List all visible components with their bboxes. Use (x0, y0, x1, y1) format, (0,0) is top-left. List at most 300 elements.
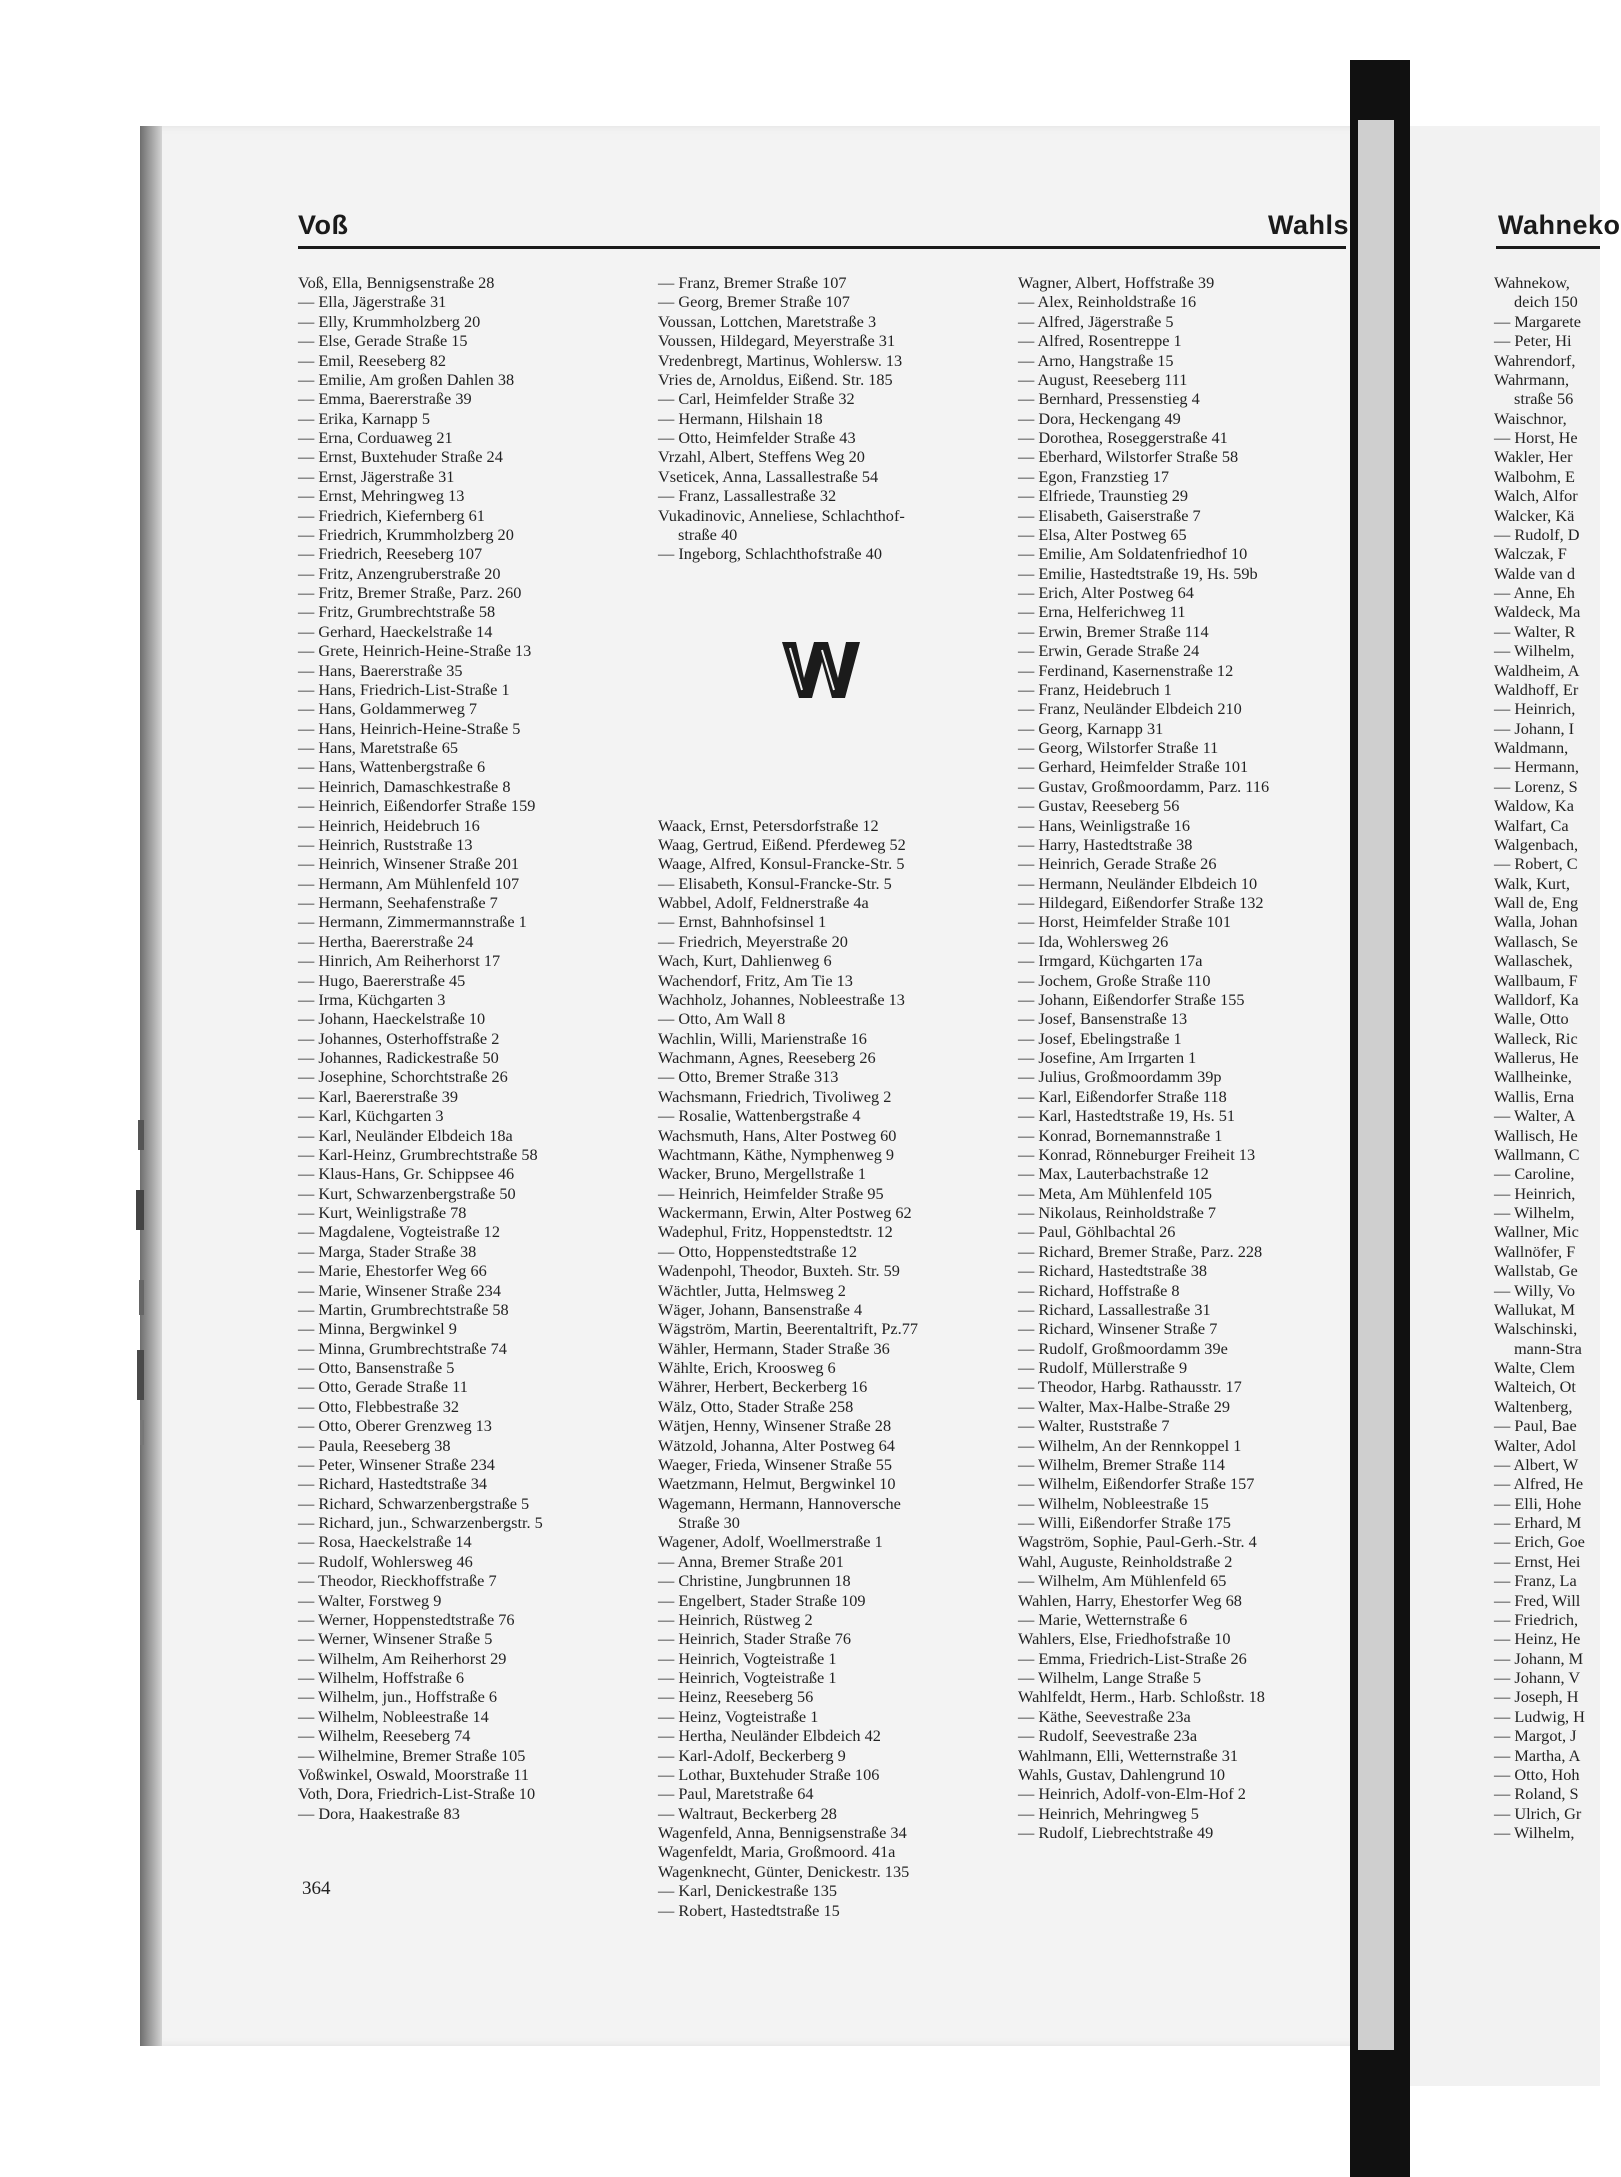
directory-entry: — Heinrich, Damaschkestraße 8 (298, 776, 511, 796)
directory-entry: — Heinrich, Eißendorfer Straße 159 (298, 796, 536, 816)
directory-entry: Wallheinke, (1494, 1067, 1572, 1087)
directory-entry: — Heinrich, Vogteistraße 1 (658, 1668, 837, 1688)
directory-entry: — Hugo, Baererstraße 45 (298, 970, 466, 990)
directory-entry: Wahrmann, (1494, 369, 1570, 389)
directory-column-2 (658, 273, 998, 1920)
directory-entry: Wall de, Eng (1494, 893, 1579, 912)
directory-entry: — Hans, Maretstraße 65 (298, 738, 459, 757)
directory-entry: — Karl, Baererstraße 39 (298, 1086, 459, 1106)
directory-entry: — Werner, Hoppenstedtstraße 76 (298, 1609, 515, 1629)
directory-entry: — Erwin, Bremer Straße 114 (1018, 621, 1209, 641)
directory-entry: — Heinrich, Rüstweg 2 (658, 1609, 813, 1629)
directory-entry: — Johann, Eißendorfer Straße 155 (1018, 989, 1245, 1009)
directory-entry: Wahnekow, (1494, 273, 1570, 292)
directory-entry: — Franz, La (1494, 1571, 1577, 1591)
directory-entry: — Wilhelm, Hoffstraße 6 (298, 1668, 465, 1687)
directory-entry: — Hermann, (1494, 757, 1579, 777)
directory-entry: — Richard, Hastedtstraße 38 (1018, 1261, 1207, 1281)
directory-entry: — Josef, Ebelingstraße 1 (1018, 1028, 1182, 1048)
directory-entry: Wagenknecht, Günter, Denickestr. 135 (658, 1861, 910, 1881)
directory-entry: — Paul, Göhlbachtal 26 (1018, 1222, 1176, 1242)
directory-entry: — Alfred, Jägerstraße 5 (1018, 311, 1174, 331)
directory-entry: — Georg, Bremer Straße 107 (658, 292, 850, 312)
directory-entry: — Alex, Reinholdstraße 16 (1018, 292, 1197, 312)
directory-entry: — Josefine, Am Irrgarten 1 (1018, 1048, 1197, 1067)
directory-entry: — Wilhelm, Nobleestraße 14 (298, 1706, 489, 1726)
margin-marks (118, 1100, 148, 1460)
directory-entry: — Ulrich, Gr (1494, 1803, 1582, 1823)
directory-entry: Walldorf, Ka (1494, 989, 1579, 1009)
directory-entry: — Otto, Gerade Straße 11 (298, 1377, 468, 1397)
directory-entry: — Wilhelm, (1494, 641, 1575, 661)
directory-entry: — Walter, R (1494, 621, 1576, 641)
directory-entry: — Franz, Bremer Straße 107 (658, 273, 847, 292)
directory-entry: Wadenpohl, Theodor, Buxteh. Str. 59 (658, 1261, 900, 1281)
directory-entry: mann-Stra (1514, 1338, 1582, 1358)
directory-entry: — Klaus-Hans, Gr. Schippsee 46 (298, 1164, 515, 1184)
directory-entry: Walte, Clem (1494, 1358, 1575, 1377)
directory-entry: — Anne, Eh (1494, 583, 1575, 602)
directory-entry: Voussan, Lottchen, Maretstraße 3 (658, 311, 877, 331)
directory-entry: — Fritz, Grumbrechtstraße 58 (298, 602, 496, 622)
directory-entry: — Marie, Ehestorfer Weg 66 (298, 1261, 487, 1281)
directory-entry: — Elisabeth, Gaiserstraße 7 (1018, 505, 1201, 525)
directory-entry: Wahls, Gustav, Dahlengrund 10 (1018, 1764, 1225, 1784)
directory-entry: — Nikolaus, Reinholdstraße 7 (1018, 1203, 1217, 1222)
directory-entry: — Heinrich, Gerade Straße 26 (1018, 854, 1217, 874)
directory-entry: Wakler, Her (1494, 447, 1573, 467)
directory-entry: — Emilie, Am großen Dahlen 38 (298, 369, 515, 389)
directory-entry: — Rudolf, Seevestraße 23a (1018, 1726, 1198, 1746)
directory-entry: Wallasch, Se (1494, 931, 1578, 951)
directory-entry: Walle, Otto (1494, 1009, 1569, 1029)
directory-entry: — Heinrich, (1494, 699, 1576, 719)
directory-entry: Walde van d (1494, 563, 1575, 583)
directory-entry: — Johann, V (1494, 1668, 1581, 1687)
directory-column-3 (1018, 273, 1348, 1842)
directory-entry: — Heinz, Vogteistraße 1 (658, 1706, 819, 1726)
directory-entry: — Wilhelm, Eißendorfer Straße 157 (1018, 1474, 1255, 1494)
directory-entry: — Hertha, Baererstraße 24 (298, 931, 474, 951)
directory-entry: — Martha, A (1494, 1745, 1581, 1765)
directory-entry: — Kurt, Weinligstraße 78 (298, 1203, 467, 1222)
directory-entry: — Hermann, Seehafenstraße 7 (298, 893, 498, 912)
directory-entry: — Wilhelm, Am Reiherhorst 29 (298, 1648, 507, 1668)
directory-entry: Waag, Gertrud, Eißend. Pferdeweg 52 (658, 834, 906, 854)
directory-entry: — Hinrich, Am Reiherhorst 17 (298, 951, 501, 971)
directory-entry: — Karl, Eißendorfer Straße 118 (1018, 1086, 1227, 1106)
directory-entry: — Meta, Am Mühlenfeld 105 (1018, 1183, 1212, 1203)
directory-entry: — Erna, Helferichweg 11 (1018, 602, 1186, 622)
directory-entry: — Ernst, Bahnhofsinsel 1 (658, 912, 827, 932)
directory-entry: — Rudolf, D (1494, 524, 1580, 544)
directory-entry: Wallis, Erna (1494, 1086, 1575, 1106)
directory-entry: — Lorenz, S (1494, 776, 1578, 796)
directory-entry: — Konrad, Rönneburger Freiheit 13 (1018, 1144, 1256, 1164)
directory-entry: — Irmgard, Küchgarten 17a (1018, 951, 1203, 971)
directory-entry: — Richard, Lassallestraße 31 (1018, 1299, 1211, 1319)
directory-entry: — Irma, Küchgarten 3 (298, 989, 446, 1009)
directory-entry: Wach, Kurt, Dahlienweg 6 (658, 951, 832, 971)
directory-entry: Wallisch, He (1494, 1125, 1578, 1145)
directory-entry: Wagemann, Hermann, Hannoversche (658, 1493, 901, 1513)
directory-entry: — Elly, Krummholzberg 20 (298, 311, 481, 331)
directory-entry: — Erwin, Gerade Straße 24 (1018, 641, 1200, 661)
page-header-right: Wahls (1268, 210, 1350, 240)
directory-entry: Walfart, Ca (1494, 815, 1569, 835)
directory-entry: — Ernst, Mehringweg 13 (298, 486, 465, 506)
directory-entry: Wallnöfer, F (1494, 1241, 1576, 1261)
directory-entry: — Hermann, Neuländer Elbdeich 10 (1018, 873, 1258, 893)
directory-entry: — Bernhard, Pressenstieg 4 (1018, 389, 1200, 409)
directory-entry: — Ernst, Buxtehuder Straße 24 (298, 447, 503, 467)
directory-entry: Walter, Adol (1494, 1435, 1577, 1455)
directory-entry: — Julius, Großmoordamm 39p (1018, 1067, 1222, 1087)
directory-entry: — Minna, Grumbrechtstraße 74 (298, 1338, 507, 1358)
directory-entry: Wätzold, Johanna, Alter Postweg 64 (658, 1435, 895, 1455)
directory-entry: — Elfriede, Traunstieg 29 (1018, 486, 1189, 506)
directory-entry: — Heinrich, Winsener Straße 201 (298, 854, 520, 874)
directory-entry: — Heinrich, Heidebruch 16 (298, 815, 480, 835)
directory-entry: — Peter, Winsener Straße 234 (298, 1454, 495, 1474)
directory-entry: — Franz, Lassallestraße 32 (658, 486, 837, 506)
directory-entry: — Hermann, Hilshain 18 (658, 408, 823, 428)
directory-entry: — Elisabeth, Konsul-Francke-Str. 5 (658, 873, 892, 893)
directory-entry: — Theodor, Rieckhoffstraße 7 (298, 1571, 497, 1591)
directory-entry: — Karl, Hastedtstraße 19, Hs. 51 (1018, 1106, 1236, 1126)
directory-entry: — Willy, Vo (1494, 1280, 1576, 1300)
directory-entry: — Horst, He (1494, 428, 1578, 447)
directory-entry: — Marie, Winsener Straße 234 (298, 1280, 501, 1300)
directory-entry: — Richard, Schwarzenbergstraße 5 (298, 1493, 530, 1513)
directory-entry: — Walter, A (1494, 1106, 1576, 1126)
directory-entry: Waldhoff, Er (1494, 679, 1579, 699)
directory-entry: — Emilie, Hastedtstraße 19, Hs. 59b (1018, 563, 1258, 583)
directory-entry: Wälz, Otto, Stader Straße 258 (658, 1396, 854, 1416)
directory-entry: — Dora, Heckengang 49 (1018, 408, 1181, 428)
directory-entry: Wallner, Mic (1494, 1222, 1579, 1242)
directory-entry: Wahl, Auguste, Reinholdstraße 2 (1018, 1551, 1233, 1571)
directory-entry: — Friedrich, (1494, 1609, 1579, 1629)
directory-entry: — Heinrich, Adolf-von-Elm-Hof 2 (1018, 1784, 1246, 1804)
directory-column-next-page (1494, 273, 1604, 1842)
directory-entry: — Carl, Heimfelder Straße 32 (658, 389, 855, 409)
directory-entry: — Rosalie, Wattenbergstraße 4 (658, 1106, 861, 1126)
page-number: 364 (302, 1878, 331, 1899)
directory-entry: Walschinski, (1494, 1319, 1578, 1339)
directory-entry: — Robert, C (1494, 854, 1578, 874)
directory-entry: — Emil, Reeseberg 82 (298, 350, 447, 370)
next-page-header: Wahneko (1498, 210, 1621, 240)
directory-entry: Waack, Ernst, Petersdorfstraße 12 (658, 815, 879, 835)
directory-entry: — Franz, Heidebruch 1 (1018, 679, 1172, 699)
directory-entry: — Erna, Corduaweg 21 (298, 428, 453, 447)
directory-entry: — Fritz, Anzengruberstraße 20 (298, 563, 501, 583)
directory-entry: Walczak, F (1494, 544, 1567, 564)
directory-entry: Wachlin, Willi, Marienstraße 16 (658, 1028, 867, 1048)
directory-entry: Wallstab, Ge (1494, 1261, 1578, 1281)
directory-entry: — Wilhelm, Bremer Straße 114 (1018, 1454, 1225, 1474)
directory-entry: Waldmann, (1494, 738, 1569, 757)
directory-entry: — Richard, Hastedtstraße 34 (298, 1474, 487, 1494)
directory-entry: Voussen, Hildegard, Meyerstraße 31 (658, 331, 896, 351)
directory-entry: — Erhard, M (1494, 1513, 1582, 1532)
directory-entry: — Peter, Hi (1494, 331, 1572, 351)
directory-entry: — Josephine, Schorchtstraße 26 (298, 1067, 508, 1087)
directory-entry: — Alfred, He (1494, 1474, 1584, 1494)
directory-entry: — Emma, Friedrich-List-Straße 26 (1018, 1648, 1247, 1668)
directory-entry: — Walter, Max-Halbe-Straße 29 (1018, 1396, 1231, 1416)
directory-entry: Waldow, Ka (1494, 796, 1574, 816)
directory-entry: — Joseph, H (1494, 1687, 1579, 1707)
directory-entry: — Waltraut, Beckerberg 28 (658, 1803, 837, 1823)
directory-entry: — Albert, W (1494, 1454, 1579, 1474)
directory-entry: — Horst, Heimfelder Straße 101 (1018, 912, 1231, 932)
directory-entry: — Erika, Karnapp 5 (298, 408, 431, 428)
directory-entry: — Paul, Maretstraße 64 (658, 1784, 814, 1804)
directory-entry: — Friedrich, Meyerstraße 20 (658, 931, 848, 951)
directory-entry: — Gustav, Reeseberg 56 (1018, 796, 1180, 816)
directory-entry: — Caroline, (1494, 1164, 1575, 1184)
directory-entry: Waeger, Frieda, Winsener Straße 55 (658, 1454, 892, 1474)
directory-entry: — Willi, Eißendorfer Straße 175 (1018, 1513, 1231, 1532)
directory-entry: — Karl, Küchgarten 3 (298, 1106, 444, 1126)
directory-entry: Walla, Johan (1494, 912, 1578, 932)
directory-entry: — Ferdinand, Kasernenstraße 12 (1018, 660, 1234, 680)
directory-entry: — Else, Gerade Straße 15 (298, 331, 468, 351)
directory-entry: Waage, Alfred, Konsul-Francke-Str. 5 (658, 854, 905, 874)
directory-entry: — Johannes, Osterhoffstraße 2 (298, 1028, 500, 1048)
directory-entry: — Otto, Heimfelder Straße 43 (658, 428, 856, 447)
directory-entry: — Engelbert, Stader Straße 109 (658, 1590, 866, 1610)
directory-entry: Walgenbach, (1494, 834, 1579, 854)
directory-entry: — Hans, Weinligstraße 16 (1018, 815, 1191, 835)
directory-entry: — Hans, Friedrich-List-Straße 1 (298, 679, 510, 699)
directory-entry: — Hermann, Am Mühlenfeld 107 (298, 873, 520, 893)
directory-entry: — Erich, Goe (1494, 1532, 1585, 1552)
directory-entry: — Heinz, He (1494, 1629, 1581, 1649)
directory-entry: Wählte, Erich, Kroosweg 6 (658, 1358, 836, 1378)
directory-entry: Voth, Dora, Friedrich-List-Straße 10 (298, 1784, 536, 1804)
next-page-header-rule (1496, 246, 1600, 249)
directory-entry: Wahrendorf, (1494, 350, 1576, 370)
directory-entry: — Egon, Franzstieg 17 (1018, 466, 1170, 486)
directory-entry: — Georg, Wilstorfer Straße 11 (1018, 738, 1219, 757)
directory-entry: — Johann, I (1494, 718, 1575, 738)
directory-entry: — Hans, Baererstraße 35 (298, 660, 463, 680)
directory-entry: — Heinrich, Heimfelder Straße 95 (658, 1183, 884, 1203)
directory-entry: — Richard, jun., Schwarzenbergstr. 5 (298, 1513, 543, 1532)
directory-entry: — Wilhelm, Am Mühlenfeld 65 (1018, 1571, 1227, 1591)
directory-entry: — Friedrich, Krummholzberg 20 (298, 524, 514, 544)
directory-entry: Wätjen, Henny, Winsener Straße 28 (658, 1416, 892, 1436)
directory-entry: — Otto, Flebbestraße 32 (298, 1396, 459, 1416)
directory-entry: — Margarete (1494, 311, 1581, 331)
directory-entry: — Hildegard, Eißendorfer Straße 132 (1018, 893, 1264, 912)
directory-entry: — Ida, Wohlersweg 26 (1018, 931, 1169, 951)
directory-entry: Straße 30 (678, 1513, 740, 1533)
directory-entry: Wachendorf, Fritz, Am Tie 13 (658, 970, 853, 990)
directory-entry: Waldeck, Ma (1494, 602, 1581, 622)
directory-entry: Wahlers, Else, Friedhofstraße 10 (1018, 1629, 1231, 1649)
directory-entry: Wähler, Hermann, Stader Straße 36 (658, 1338, 890, 1358)
directory-entry: — Richard, Hoffstraße 8 (1018, 1280, 1180, 1300)
directory-entry: straße 56 (1514, 389, 1574, 409)
directory-entry: — Hans, Goldammerweg 7 (298, 699, 478, 719)
page-header-left: Voß (298, 210, 349, 240)
directory-entry: — Heinrich, Ruststraße 13 (298, 834, 473, 854)
directory-entry: Vredenbregt, Martinus, Wohlersw. 13 (658, 350, 903, 370)
directory-entry: — Franz, Neuländer Elbdeich 210 (1018, 699, 1242, 719)
directory-entry: Wallmann, C (1494, 1144, 1580, 1164)
directory-entry: Wallaschek, (1494, 951, 1573, 971)
directory-entry: Voß, Ella, Bennigsenstraße 28 (298, 273, 495, 292)
directory-entry: — Wilhelm, Reeseberg 74 (298, 1726, 471, 1746)
directory-entry: — Otto, Bremer Straße 313 (658, 1067, 839, 1087)
directory-entry: Waldheim, A (1494, 660, 1580, 680)
directory-entry: — Wilhelm, An der Rennkoppel 1 (1018, 1435, 1242, 1455)
directory-entry: — Lothar, Buxtehuder Straße 106 (658, 1764, 880, 1784)
directory-entry: — Wilhelm, Lange Straße 5 (1018, 1668, 1202, 1687)
directory-entry: — Wilhelm, jun., Hoffstraße 6 (298, 1687, 498, 1707)
directory-entry: — Theodor, Harbg. Rathausstr. 17 (1018, 1377, 1242, 1397)
directory-entry: — Fred, Will (1494, 1590, 1581, 1610)
directory-entry: Wäger, Johann, Bansenstraße 4 (658, 1299, 863, 1319)
directory-entry: Wagner, Albert, Hoffstraße 39 (1018, 273, 1215, 292)
directory-entry: — Dorothea, Roseggerstraße 41 (1018, 428, 1228, 447)
directory-entry: — Heinrich, Stader Straße 76 (658, 1629, 852, 1649)
directory-entry: Wallukat, M (1494, 1299, 1575, 1319)
directory-entry: — Werner, Winsener Straße 5 (298, 1629, 493, 1649)
directory-entry: — Hertha, Neuländer Elbdeich 42 (658, 1726, 881, 1746)
directory-entry: — Heinrich, Mehringweg 5 (1018, 1803, 1199, 1823)
binding-gutter (1358, 120, 1394, 2050)
directory-entry: Vukadinovic, Anneliese, Schlachthof- (658, 505, 905, 525)
directory-entry: Waischnor, (1494, 408, 1567, 428)
directory-entry: Waetzmann, Helmut, Bergwinkel 10 (658, 1474, 896, 1494)
directory-entry: — Walter, Ruststraße 7 (1018, 1416, 1170, 1436)
directory-column-1 (298, 273, 638, 1823)
directory-entry: Wackermann, Erwin, Alter Postweg 62 (658, 1203, 912, 1223)
directory-entry: — Wilhelmine, Bremer Straße 105 (298, 1745, 526, 1765)
directory-entry: — Karl-Adolf, Beckerberg 9 (658, 1745, 846, 1765)
directory-entry: — Erich, Alter Postweg 64 (1018, 583, 1194, 602)
directory-entry: Walcker, Kä (1494, 505, 1575, 525)
directory-entry: deich 150 (1514, 292, 1578, 312)
directory-entry: Wachtmann, Käthe, Nymphenweg 9 (658, 1144, 895, 1164)
directory-entry: — Emilie, Am Soldatenfriedhof 10 (1018, 544, 1248, 564)
directory-entry: Wachsmann, Friedrich, Tivoliweg 2 (658, 1086, 892, 1106)
directory-entry: — Minna, Bergwinkel 9 (298, 1319, 457, 1339)
directory-entry: — Rosa, Haeckelstraße 14 (298, 1532, 472, 1552)
directory-entry: Wabbel, Adolf, Feldnerstraße 4a (658, 893, 869, 913)
directory-entry: Vseticek, Anna, Lassallestraße 54 (658, 466, 879, 486)
directory-entry: Wahlmann, Elli, Wetternstraße 31 (1018, 1745, 1238, 1765)
directory-entry: — Karl-Heinz, Grumbrechtstraße 58 (298, 1144, 538, 1164)
directory-entry: — Gustav, Großmoordamm, Parz. 116 (1018, 776, 1270, 796)
directory-entry: — Karl, Neuländer Elbdeich 18a (298, 1125, 513, 1145)
directory-entry: — Magdalene, Vogteistraße 12 (298, 1222, 500, 1242)
directory-entry: Wahlfeldt, Herm., Harb. Schloßstr. 18 (1018, 1687, 1265, 1707)
directory-entry: — Heinz, Reeseberg 56 (658, 1687, 814, 1707)
directory-entry: — Ernst, Hei (1494, 1551, 1581, 1571)
directory-entry: — Georg, Karnapp 31 (1018, 718, 1164, 738)
directory-entry: — Friedrich, Kiefernberg 61 (298, 505, 485, 525)
directory-entry: Wahlen, Harry, Ehestorfer Weg 68 (1018, 1590, 1242, 1610)
directory-entry: — Rudolf, Liebrechtstraße 49 (1018, 1823, 1214, 1842)
directory-entry: — Ludwig, H (1494, 1706, 1585, 1726)
directory-entry: Wachmann, Agnes, Reeseberg 26 (658, 1048, 876, 1068)
directory-entry: Wallerus, He (1494, 1048, 1579, 1067)
directory-entry: Wadephul, Fritz, Hoppenstedtstr. 12 (658, 1222, 893, 1242)
directory-entry: — Paul, Bae (1494, 1416, 1577, 1436)
directory-entry: — Martin, Grumbrechtstraße 58 (298, 1299, 509, 1319)
directory-entry: Walbohm, E (1494, 466, 1575, 486)
section-letter-w (782, 640, 862, 700)
directory-entry: — Rudolf, Müllerstraße 9 (1018, 1358, 1188, 1377)
directory-entry: Walleck, Ric (1494, 1028, 1578, 1048)
directory-entry: — Ingeborg, Schlachthofstraße 40 (658, 544, 882, 564)
directory-entry: Wächtler, Jutta, Helmsweg 2 (658, 1280, 846, 1300)
directory-entry: — Paula, Reeseberg 38 (298, 1435, 451, 1455)
directory-entry: — Richard, Bremer Straße, Parz. 228 (1018, 1241, 1263, 1261)
page-edge-shadow (140, 126, 162, 2046)
directory-entry: — Hans, Heinrich-Heine-Straße 5 (298, 718, 521, 738)
directory-entry: — Jochem, Große Straße 110 (1018, 970, 1211, 990)
directory-entry: — Hans, Wattenbergstraße 6 (298, 757, 486, 777)
directory-entry: — Gerhard, Haeckelstraße 14 (298, 621, 493, 641)
directory-entry: — Roland, S (1494, 1784, 1579, 1804)
directory-entry: — Emma, Baererstraße 39 (298, 389, 472, 409)
directory-entry: Wachsmuth, Hans, Alter Postweg 60 (658, 1125, 897, 1145)
directory-entry: — Elsa, Alter Postweg 65 (1018, 524, 1187, 544)
directory-entry: straße 40 (678, 524, 738, 544)
directory-entry: Wachholz, Johannes, Nobleestraße 13 (658, 989, 905, 1009)
directory-entry: — Grete, Heinrich-Heine-Straße 13 (298, 641, 532, 661)
directory-entry: — Robert, Hastedtstraße 15 (658, 1900, 840, 1920)
directory-entry: Vries de, Arnoldus, Eißend. Str. 185 (658, 369, 893, 389)
directory-entry: — Johann, M (1494, 1648, 1584, 1668)
directory-entry: Voßwinkel, Oswald, Moorstraße 11 (298, 1764, 530, 1784)
directory-entry: Walteich, Ot (1494, 1377, 1576, 1397)
directory-entry: — Alfred, Rosentreppe 1 (1018, 331, 1182, 351)
directory-entry: — Kurt, Schwarzenbergstraße 50 (298, 1183, 516, 1203)
directory-entry: — Johann, Haeckelstraße 10 (298, 1009, 486, 1029)
directory-entry: — Margot, J (1494, 1726, 1577, 1746)
directory-entry: — Otto, Oberer Grenzweg 13 (298, 1416, 492, 1436)
directory-entry: — Heinrich, Vogteistraße 1 (658, 1648, 837, 1668)
directory-entry: — Harry, Hastedtstraße 38 (1018, 834, 1193, 854)
directory-entry: — Hermann, Zimmermannstraße 1 (298, 912, 527, 932)
directory-entry: — Marga, Stader Straße 38 (298, 1241, 477, 1261)
directory-entry: — Karl, Denickestraße 135 (658, 1881, 838, 1901)
directory-entry: Wagenfeld, Anna, Bennigsenstraße 34 (658, 1823, 907, 1843)
directory-entry: — Johannes, Radickestraße 50 (298, 1048, 499, 1067)
directory-entry: — Wilhelm, Nobleestraße 15 (1018, 1493, 1209, 1513)
directory-entry: — Otto, Am Wall 8 (658, 1009, 786, 1029)
directory-entry: — Fritz, Bremer Straße, Parz. 260 (298, 583, 522, 602)
directory-entry: — Heinrich, (1494, 1183, 1576, 1203)
directory-entry: — Otto, Bansenstraße 5 (298, 1358, 455, 1377)
directory-entry: Vrzahl, Albert, Steffens Weg 20 (658, 447, 865, 467)
directory-entry: — August, Reeseberg 111 (1018, 369, 1188, 389)
directory-entry: — Konrad, Bornemannstraße 1 (1018, 1125, 1223, 1145)
directory-entry: Wagström, Sophie, Paul-Gerh.-Str. 4 (1018, 1532, 1257, 1552)
directory-entry: Wacker, Bruno, Mergellstraße 1 (658, 1164, 866, 1184)
directory-entry: — Richard, Winsener Straße 7 (1018, 1319, 1218, 1339)
directory-entry: — Dora, Haakestraße 83 (298, 1803, 460, 1823)
directory-entry: — Josef, Bansenstraße 13 (1018, 1009, 1188, 1029)
